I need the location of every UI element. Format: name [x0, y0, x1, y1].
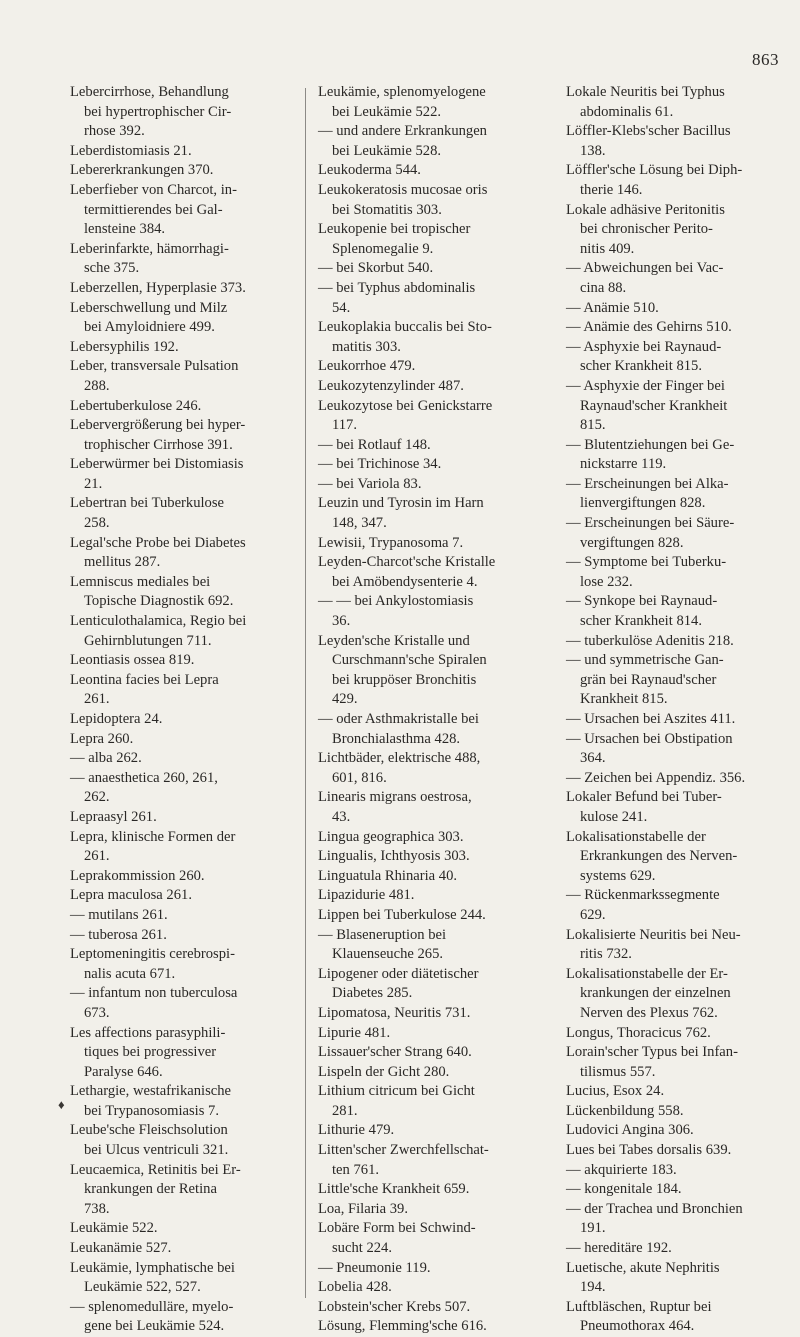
- index-entry: — Ursachen bei Aszites 411.: [566, 711, 736, 727]
- index-entry: Leucaemica, Retinitis bei Er- krankungen der Retina 738.: [70, 1161, 241, 1217]
- index-entry: Lepraasyl 261.: [70, 808, 157, 825]
- index-entry: — der Trachea und Bronchien 191.: [566, 1200, 743, 1237]
- index-entry: — Anämie 510.: [566, 299, 659, 316]
- index-entry: Lokalisationstabelle der Er- krankungen der einzelnen Nerven des Plexus 762.: [566, 965, 731, 1021]
- index-entry: Leberdistomiasis 21.: [70, 142, 192, 159]
- index-entry: Leyden'sche Kristalle und Curschmann'sche Spiralen bei kruppöser Bronchitis 429.: [318, 632, 487, 708]
- index-entry: — Synkope bei Raynaud- scher Krankheit 814.: [566, 593, 718, 630]
- index-entry: — Rückenmarkssegmente 629.: [566, 887, 720, 923]
- index-entry: Linearis migrans oestrosa, 43.: [318, 789, 472, 825]
- index-entry: Lingualis, Ichthyosis 303.: [318, 848, 470, 865]
- index-entry: Leber, transversale Pulsation 288.: [70, 358, 239, 394]
- index-entry: Lipazidurie 481.: [318, 887, 415, 904]
- index-entry: Leontiasis ossea 819.: [70, 652, 195, 669]
- index-entry: Lethargie, westafrikanische bei Trypanosomiasis 7.: [70, 1083, 232, 1119]
- index-entry: Leberfieber von Charcot, in- termittierendes bei Gal- lensteine 384.: [70, 181, 237, 238]
- index-entry: Löffler-Klebs'scher Bacillus 138.: [566, 123, 731, 159]
- index-entry: Longus, Thoracicus 762.: [566, 1024, 711, 1041]
- index-entry: — Zeichen bei Appendiz. 356.: [566, 769, 746, 786]
- index-entry: Lobäre Form bei Schwind- sucht 224.: [318, 1220, 476, 1257]
- index-entry: Lokaler Befund bei Tuber- kulose 241.: [566, 789, 722, 825]
- index-entry: Lorain'scher Typus bei Infan- tilismus 557.: [566, 1044, 738, 1080]
- index-entry: Lepra maculosa 261.: [70, 887, 192, 904]
- index-entry: Leberwürmer bei Distomiasis 21.: [70, 456, 244, 492]
- index-entry: Lichtbäder, elektrische 488, 601, 816.: [318, 750, 481, 786]
- index-entry: Little'sche Krankheit 659.: [318, 1181, 470, 1198]
- index-entry: Lepidoptera 24.: [70, 711, 163, 727]
- index-entry: — Blutentziehungen bei Ge- nickstarre 119.: [566, 436, 735, 473]
- index-entry: Lösung, Flemming'sche 616.: [318, 1318, 487, 1335]
- index-entry: — anaesthetica 260, 261, 262.: [70, 769, 218, 806]
- index-entry: — und symmetrische Gan- grän bei Raynaud'scher Krankheit 815.: [566, 652, 724, 708]
- index-entry: Löffler'sche Lösung bei Diph- therie 146.: [566, 162, 743, 198]
- index-entry: Lückenbildung 558.: [566, 1102, 684, 1119]
- margin-mark: ♦: [58, 1097, 65, 1112]
- index-entry: Leukozytenzylinder 487.: [318, 377, 464, 394]
- index-entry: — bei Typhus abdominalis 54.: [318, 279, 476, 316]
- index-entry: — und andere Erkrankungen bei Leukämie 528.: [318, 123, 487, 159]
- index-entry: Leyden-Charcot'sche Kristalle bei Amöbendysenterie 4.: [318, 554, 496, 590]
- index-entry: Leberschwellung und Milz bei Amyloidniere 499.: [70, 299, 228, 336]
- index-entry: Leukopenie bei tropischer Splenomegalie 9.: [318, 221, 471, 257]
- index-entry: — alba 262.: [70, 750, 142, 767]
- index-entry: Lues bei Tabes dorsalis 639.: [566, 1142, 732, 1159]
- index-entry: Lokale adhäsive Peritonitis bei chronischer Perito- nitis 409.: [566, 201, 725, 257]
- index-entry: Leukämie 522.: [70, 1220, 158, 1237]
- index-entry: — Asphyxie der Finger bei Raynaud'scher Krankheit 815.: [566, 377, 728, 434]
- index-entry: Lokalisierte Neuritis bei Neu- ritis 732.: [566, 926, 741, 963]
- index-entry: — bei Variola 83.: [318, 475, 422, 492]
- index-entry: Ludovici Angina 306.: [566, 1122, 694, 1139]
- index-entry: Lebervergrößerung bei hyper- trophischer Cirrhose 391.: [70, 417, 246, 453]
- index-entry: Loa, Filaria 39.: [318, 1200, 408, 1217]
- index-entry: Lissauer'scher Strang 640.: [318, 1044, 472, 1061]
- index-entry: Luetische, akute Nephritis 194.: [566, 1259, 720, 1296]
- index-entry: Lebersyphilis 192.: [70, 338, 179, 355]
- index-entry: Lewisii, Trypanosoma 7.: [318, 534, 464, 551]
- index-entry: Lemniscus mediales bei Topische Diagnostik 692.: [70, 573, 234, 610]
- index-entry: — — bei Ankylostomiasis 36.: [318, 593, 474, 630]
- index-entry: — kongenitale 184.: [566, 1181, 682, 1198]
- index-entry: — tuberkulöse Adenitis 218.: [566, 632, 734, 649]
- index-entry: Leberinfarkte, hämorrhagi- sche 375.: [70, 240, 229, 277]
- index-entry: — tuberosa 261.: [70, 926, 167, 943]
- index-entry: Leukoderma 544.: [318, 162, 421, 179]
- index-entry: — infantum non tuberculosa 673.: [70, 985, 238, 1021]
- index-entry: Leukokeratosis mucosae oris bei Stomatitis 303.: [318, 181, 488, 218]
- index-entry: Lispeln der Gicht 280.: [318, 1063, 450, 1080]
- index-entry: Leukanämie 527.: [70, 1240, 172, 1257]
- index-entry: Lithium citricum bei Gicht 281.: [318, 1083, 475, 1119]
- index-entry: Lipomatosa, Neuritis 731.: [318, 1004, 471, 1021]
- index-entry: Leberzellen, Hyperplasie 373.: [70, 279, 246, 296]
- index-entry: — Anämie des Gehirns 510.: [566, 319, 732, 336]
- index-entry: — Erscheinungen bei Säure- vergiftungen 828.: [566, 515, 735, 551]
- page-number: 863: [752, 50, 779, 69]
- index-column-1: [70, 83, 284, 1337]
- index-entry: Leontina facies bei Lepra 261.: [70, 671, 219, 708]
- index-entry: Les affections parasyphili- tiques bei progressiver Paralyse 646.: [70, 1024, 226, 1080]
- index-entry: Lipurie 481.: [318, 1024, 391, 1041]
- index-entry: — Symptome bei Tuberku- lose 232.: [566, 554, 727, 590]
- index-entry: — bei Rotlauf 148.: [318, 436, 431, 453]
- index-entry: — bei Skorbut 540.: [318, 260, 434, 277]
- index-entry: — Pneumonie 119.: [318, 1259, 431, 1276]
- index-entry: Lipogener oder diätetischer Diabetes 285.: [318, 965, 479, 1002]
- index-entry: — akquirierte 183.: [566, 1161, 677, 1178]
- index-entry: Lepra, klinische Formen der 261.: [70, 828, 236, 865]
- index-entry: Lingua geographica 303.: [318, 828, 464, 845]
- index-entry: Lebercirrhose, Behandlung bei hypertrophischer Cir- rhose 392.: [70, 84, 232, 140]
- index-entry: Lobstein'scher Krebs 507.: [318, 1298, 471, 1315]
- index-entry: — hereditäre 192.: [566, 1240, 672, 1257]
- index-entry: Lebertran bei Tuberkulose 258.: [70, 495, 225, 532]
- index-entry: Leukorrhoe 479.: [318, 358, 416, 375]
- index-entry: Lucius, Esox 24.: [566, 1083, 665, 1100]
- index-entry: Lokalisationstabelle der Erkrankungen des Nerven- systems 629.: [566, 828, 738, 884]
- index-entry: — Asphyxie bei Raynaud- scher Krankheit 815.: [566, 338, 722, 375]
- index-entry: Leukämie, splenomyelogene bei Leukämie 522.: [318, 84, 486, 120]
- index-entry: Leukoplakia buccalis bei Sto- matitis 303.: [318, 319, 492, 355]
- index-entry: — Erscheinungen bei Alka- lienvergiftungen 828.: [566, 475, 729, 512]
- index-entry: Leube'sche Fleischsolution bei Ulcus ventriculi 321.: [70, 1122, 229, 1159]
- column-divider: [305, 88, 306, 1298]
- index-entry: Leprakommission 260.: [70, 867, 205, 884]
- index-entry: Lithurie 479.: [318, 1122, 395, 1139]
- index-entry: — Ursachen bei Obstipation 364.: [566, 730, 733, 767]
- index-column-2: [318, 83, 532, 1337]
- index-entry: — oder Asthmakristalle bei Bronchialasthma 428.: [318, 711, 479, 747]
- index-column-3: [566, 83, 780, 1337]
- index-entry: Legal'sche Probe bei Diabetes mellitus 287.: [70, 534, 246, 571]
- index-entry: Leukämie, lymphatische bei Leukämie 522, 527.: [70, 1259, 235, 1296]
- index-entry: Lebererkrankungen 370.: [70, 162, 214, 179]
- index-entry: — Blaseneruption bei Klauenseuche 265.: [318, 926, 447, 963]
- index-entry: Lepra 260.: [70, 730, 134, 747]
- index-entry: Leukozytose bei Genickstarre 117.: [318, 397, 493, 434]
- index-entry: Leuzin und Tyrosin im Harn 148, 347.: [318, 495, 484, 532]
- index-entry: Luftbläschen, Ruptur bei Pneumothorax 464.: [566, 1298, 712, 1335]
- index-entry: Lebertuberkulose 246.: [70, 397, 202, 414]
- index-entry: — bei Trichinose 34.: [318, 456, 442, 473]
- index-entry: Litten'scher Zwerchfellschat- ten 761.: [318, 1142, 489, 1178]
- index-entry: Lobelia 428.: [318, 1279, 392, 1296]
- index-entry: Lippen bei Tuberkulose 244.: [318, 906, 486, 923]
- index-entry: — splenomedulläre, myelo- gene bei Leukämie 524.: [70, 1298, 234, 1335]
- index-entry: — Abweichungen bei Vac- cina 88.: [566, 260, 724, 296]
- index-entry: Lenticulothalamica, Regio bei Gehirnblutungen 711.: [70, 613, 247, 649]
- index-entry: Lokale Neuritis bei Typhus abdominalis 61.: [566, 84, 725, 120]
- index-entry: Linguatula Rhinaria 40.: [318, 867, 458, 884]
- index-entry: — mutilans 261.: [70, 906, 168, 923]
- index-entry: Leptomeningitis cerebrospi- nalis acuta 671.: [70, 946, 235, 982]
